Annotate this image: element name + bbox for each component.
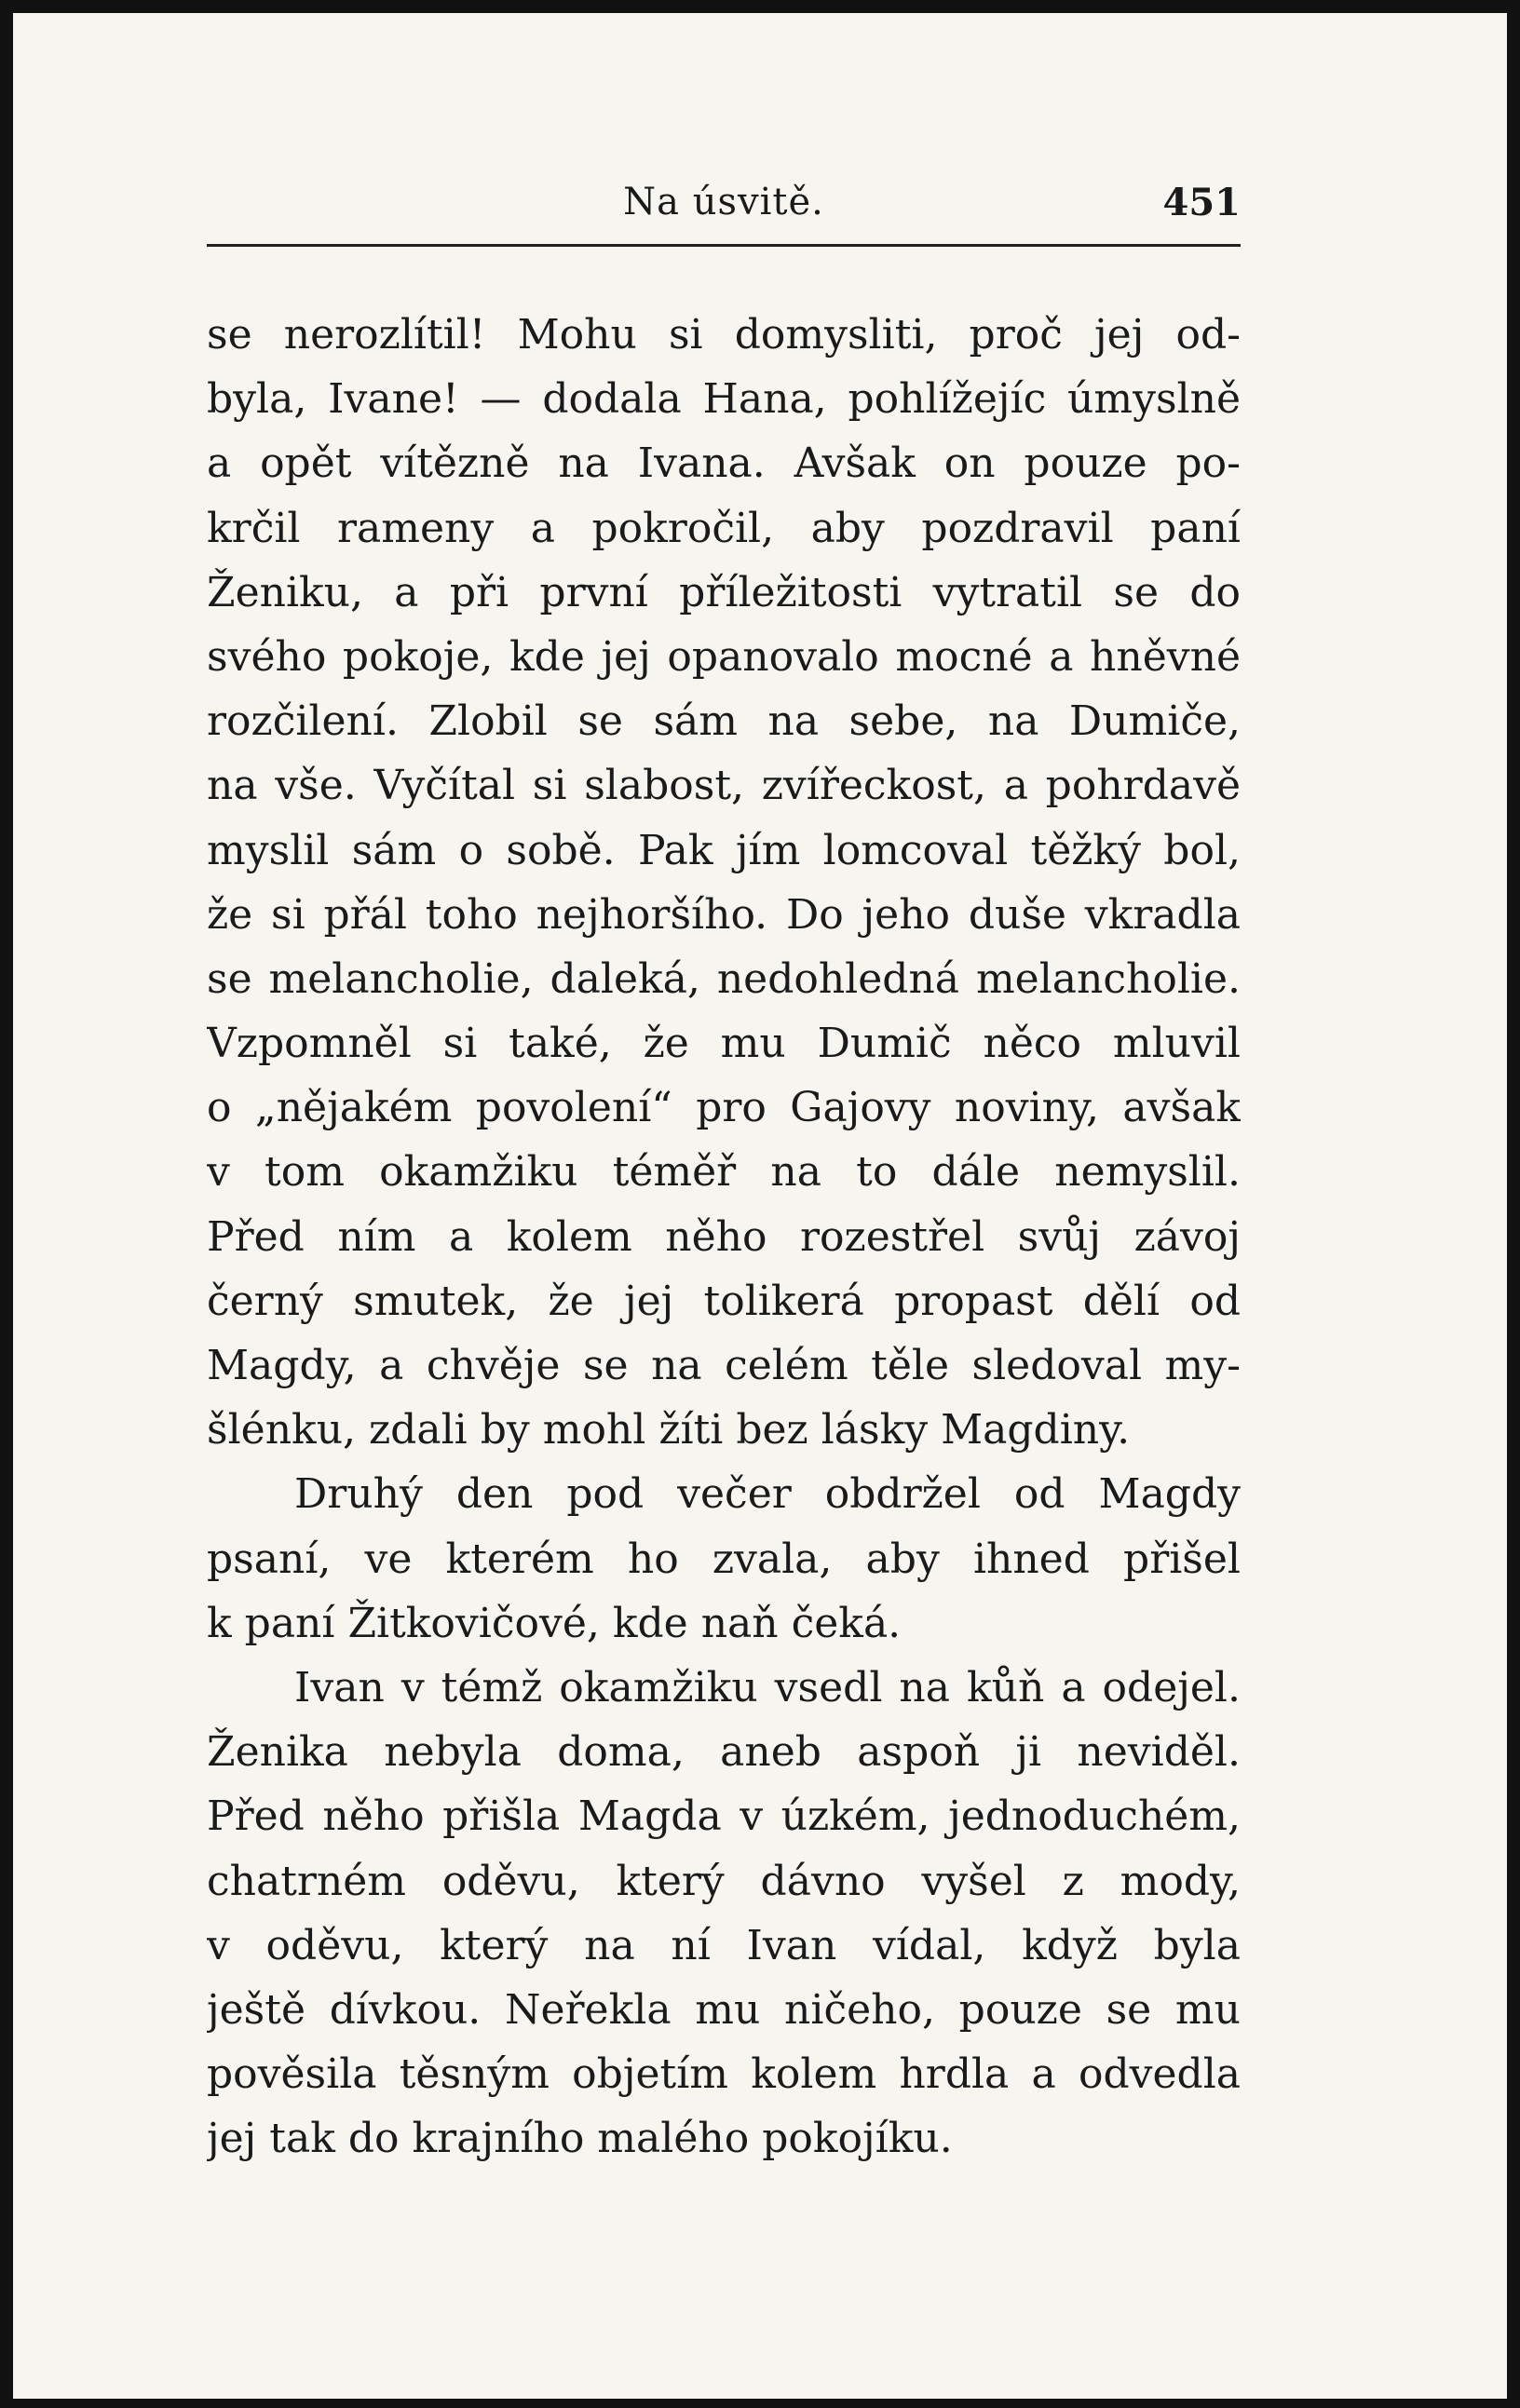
text-line: rozčilení. Zlobil se sám na sebe, na Dumiče, [207,697,1241,746]
text-line: Ženiku, a při první příležitosti vytratil se do [207,568,1241,616]
text-line: v tom okamžiku téměř na to dále nemyslil. [207,1148,1241,1197]
text-line: myslil sám o sobě. Pak jím lomcoval těžký bol, [207,826,1241,874]
text-line: černý smutek, že jej tolikerá propast dělí od [207,1277,1241,1325]
text-line: Magdy, a chvěje se na celém těle sledoval my- [207,1342,1241,1389]
running-head [207,177,1241,233]
text-line: na vše. Vyčítal si slabost, zvířeckost, a pohrdavě [207,762,1241,810]
scan-border-top [0,0,1520,13]
text-line: Před ním a kolem něho rozestřel svůj závoj [207,1212,1241,1261]
text-line: šlénku, zdali by mohl žíti bez lásky Magdiny. [207,1406,1131,1454]
text-line: ještě dívkou. Neřekla mu ničeho, pouze se mu [207,1985,1241,2034]
text-line: Ženika nebyla doma, aneb aspoň ji neviděl. [207,1728,1241,1777]
text-line: Druhý den pod večer obdržel od Magdy [294,1470,1241,1519]
text-line: se nerozlítil! Mohu si domysliti, proč jej od- [207,311,1241,358]
body-text [207,303,1241,2171]
text-line: psaní, ve kterém ho zvala, aby ihned přišel [207,1535,1241,1583]
scan-border-right [1507,0,1520,2408]
text-line: o „nějakém povolení“ pro Gajovy noviny, avšak [207,1084,1241,1132]
text-line: pověsila těsným objetím kolem hrdla a odvedla [207,2050,1241,2099]
text-line: v oděvu, který na ní Ivan vídal, když byla [207,1921,1241,1969]
text-line: byla, Ivane! — dodala Hana, pohlížejíc úmyslně [207,375,1241,424]
text-line: jej tak do krajního malého pokojíku. [207,2115,953,2163]
text-line: Vzpomněl si také, že mu Dumič něco mluvil [207,1020,1241,1068]
scan-border-bottom [0,2399,1520,2408]
text-line: a opět vítězně na Ivana. Avšak on pouze po- [207,440,1241,488]
text-line: krčil rameny a pokročil, aby pozdravil paní [207,504,1241,552]
text-line: že si přál toho nejhoršího. Do jeho duše vkradla [207,890,1241,939]
text-line: svého pokoje, kde jej opanovalo mocné a hněvné [207,632,1241,681]
scan-border-left [0,0,13,2408]
running-head-title: Na úsvitě. [623,181,824,223]
text-line: Ivan v témž okamžiku vsedl na kůň a odejel. [294,1663,1241,1711]
text-line: chatrném oděvu, který dávno vyšel z mody, [207,1857,1241,1905]
page-number: 451 [1162,181,1241,224]
text-line: se melancholie, daleká, nedohledná melancholie. [207,954,1241,1003]
text-line: Před něho přišla Magda v úzkém, jednoduchém, [207,1792,1241,1841]
header-rule [207,244,1241,247]
text-line: k paní Žitkovičové, kde naň čeká. [207,1599,902,1647]
